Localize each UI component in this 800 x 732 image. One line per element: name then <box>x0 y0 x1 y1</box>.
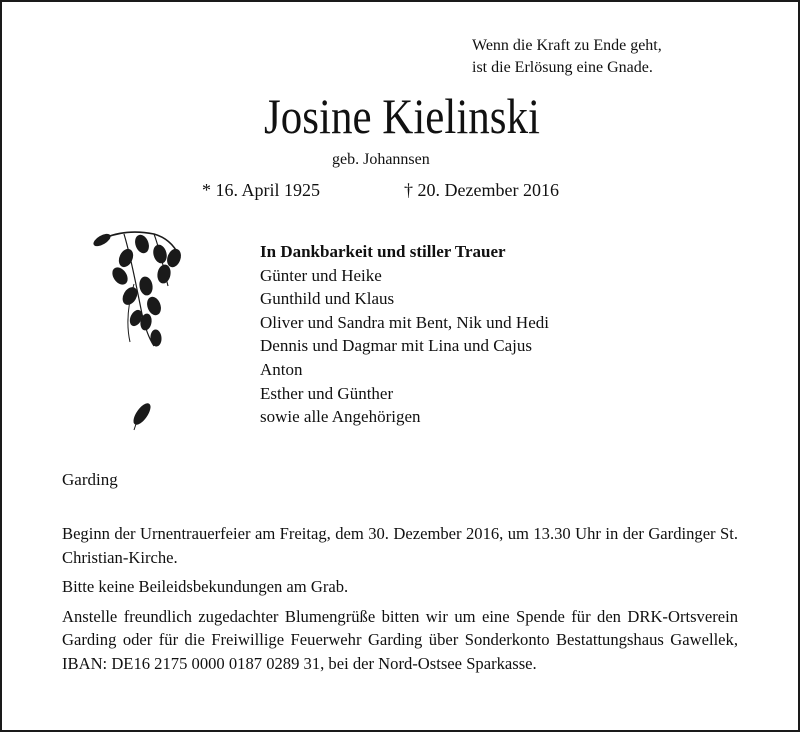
mourner-entry: Esther und Günther <box>260 383 394 403</box>
mourner-entry: sowie alle Angehörigen <box>260 407 421 427</box>
condolence-note: Bitte keine Beileidsbekundungen am Grab. <box>62 577 349 596</box>
donation-request: Anstelle freundlich zugedachter Blumengrüße bitten wir um eine Spende für den DRK-Ortsverein Garding oder für die Freiwillige Feuerwehr Garding über Sonderkonto Bestattungshaus Gawellek, IBAN: DE16 2175 0000 0187 0289 31, bei der Nord-Ostsee Sparkasse. <box>62 606 738 673</box>
ceremony-info: Beginn der Urnentrauerfeier am Freitag, dem 30. Dezember 2016, um 13.30 Uhr in der Gardinger St. Christian-Kirche. <box>62 524 738 567</box>
birth-date: * 16. April 1925 <box>202 180 321 200</box>
motto-verse <box>472 35 662 79</box>
birch-branch-icon <box>84 214 194 434</box>
mourner-entry: Anton <box>260 359 303 379</box>
mourners-list <box>260 240 549 429</box>
death-date: † 20. Dezember 2016 <box>404 180 559 200</box>
place-name: Garding <box>62 470 118 489</box>
maiden-name: geb. Johannsen <box>332 151 430 168</box>
mourner-entry: Günter und Heike <box>260 265 382 285</box>
mourner-entry: Oliver und Sandra mit Bent, Nik und Hedi <box>260 312 549 332</box>
funeral-information <box>62 522 738 681</box>
deceased-name: Josine Kielinski <box>264 88 540 144</box>
mourner-entry: Dennis und Dagmar mit Lina und Cajus <box>260 336 532 356</box>
mourner-entry: Gunthild und Klaus <box>260 289 395 309</box>
motto-line: ist die Erlösung eine Gnade. <box>472 59 653 76</box>
mourners-heading: In Dankbarkeit und stiller Trauer <box>260 242 506 261</box>
motto-line: Wenn die Kraft zu Ende geht, <box>472 37 662 54</box>
